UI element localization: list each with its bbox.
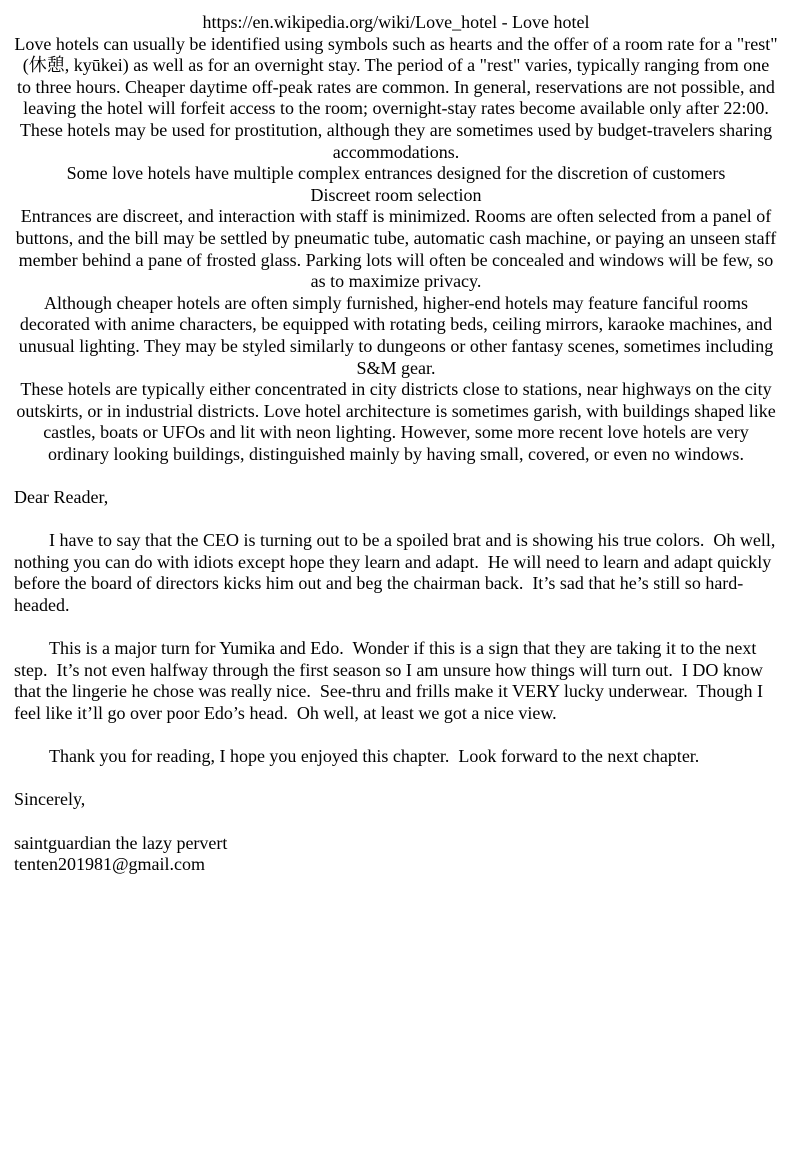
author-letter: [14, 487, 778, 876]
letter-salutation: Dear Reader,: [14, 487, 109, 508]
excerpt-paragraph-discreet-entrances: Entrances are discreet, and interaction with staff is minimized. Rooms are often selected from a panel of buttons, and the bill may be settled by pneumatic tube, automatic cash machine, or paying an unseen staff member behind a pane of frosted glass. Parking lots will often be concealed and windows will be few, so as to maximize privacy.: [15, 206, 777, 292]
letter-paragraph-ceo: I have to say that the CEO is turning out to be a spoiled brat and is showing his true colors. Oh well, nothing you can do with idiots except hope they learn and adapt. He will need to learn and adapt quickly before the board of directors kicks him out and beg the chairman back. It’s sad that he’s still so hard-headed.: [14, 530, 780, 616]
excerpt-paragraph-entrances-note: Some love hotels have multiple complex entrances designed for the discretion of customers: [66, 163, 726, 184]
letter-closing: Sincerely,: [14, 789, 86, 810]
excerpt-paragraph-locations: These hotels are typically either concentrated in city districts close to stations, near highways on the city outskirts, or in industrial districts. Love hotel architecture is sometimes garish, with buildings shaped like castles, boats or UFOs and lit with neon lighting. However, some more recent love hotels are very ordinary looking buildings, distinguished mainly by having small, covered, or even no windows.: [16, 379, 776, 464]
wikipedia-excerpt: [14, 12, 778, 465]
excerpt-paragraph-identification: Love hotels can usually be identified using symbols such as hearts and the offer of a room rate for a "rest" (休憩, kyūkei) as well as for an overnight stay. The period of a "rest" varies, typically ranging from one to three hours. Cheaper daytime off-peak rates are common. In general, reservations are not possible, and leaving the hotel will forfeit access to the room; overnight-stay rates become available only after 22:00. These hotels may be used for prostitution, although they are sometimes used by budget-travelers sharing accommodations.: [14, 33, 778, 162]
excerpt-paragraph-room-features: Although cheaper hotels are often simply furnished, higher-end hotels may feature fanciful rooms decorated with anime characters, be equipped with rotating beds, ceiling mirrors, karaoke machines, and unusual lighting. They may be styled similarly to dungeons or other fantasy scenes, sometimes including S&M gear.: [18, 292, 774, 378]
signature-email: tenten201981@gmail.com: [14, 854, 206, 875]
excerpt-heading-discreet-room-selection: Discreet room selection: [310, 184, 482, 205]
letter-paragraph-thanks: Thank you for reading, I hope you enjoyed this chapter. Look forward to the next chapter.: [49, 746, 700, 767]
letter-paragraph-yumika-edo: This is a major turn for Yumika and Edo. Wonder if this is a sign that they are taking it to the next step. It’s not even halfway through the first season so I am unsure how things will turn out. I DO know that the lingerie he chose was really nice. See-thru and frills make it VERY lucky underwear. Though I feel like it’ll go over poor Edo’s head. Oh well, at least we got a nice view.: [14, 638, 768, 723]
source-url-line: https://en.wikipedia.org/wiki/Love_hotel - Love hotel: [202, 12, 590, 32]
signature-name: saintguardian the lazy pervert: [14, 832, 228, 853]
